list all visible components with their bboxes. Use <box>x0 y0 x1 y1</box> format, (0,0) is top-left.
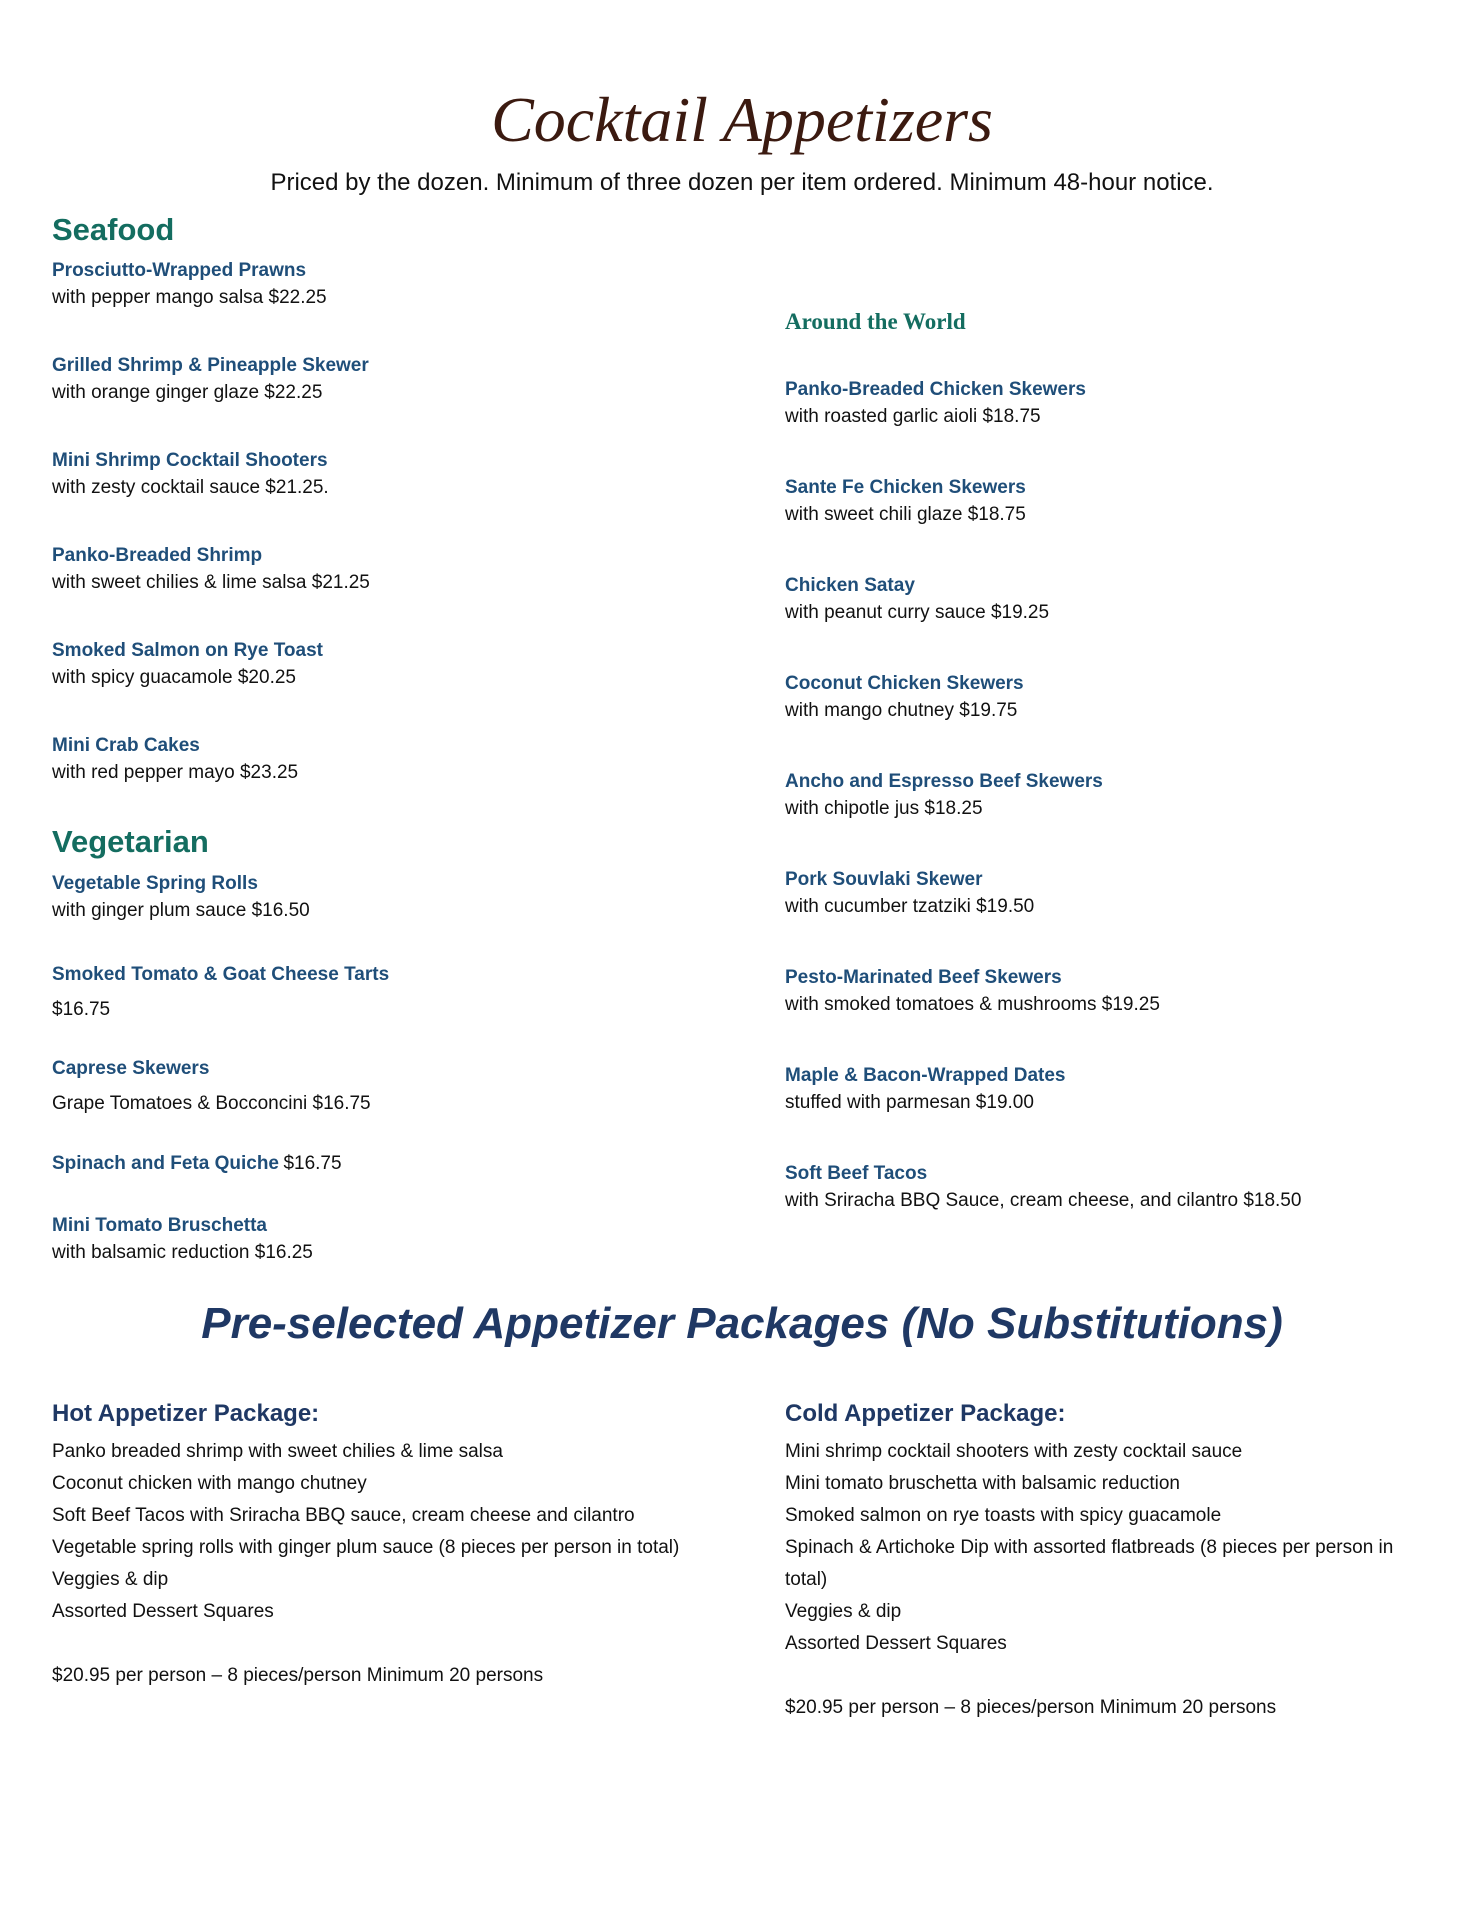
menu-item <box>785 475 1445 528</box>
item-desc: with mango chutney $19.75 <box>785 700 1018 721</box>
item-desc: with ginger plum sauce $16.50 <box>52 900 310 921</box>
item-name: Vegetable Spring Rolls <box>52 873 258 894</box>
hot-package-heading: Hot Appetizer Package: <box>52 1400 320 1427</box>
item-name: Sante Fe Chicken Skewers <box>785 477 1026 498</box>
item-name: Spinach and Feta Quiche <box>52 1153 279 1174</box>
item-desc: with cucumber tzatziki $19.50 <box>785 896 1035 917</box>
item-desc: stuffed with parmesan $19.00 <box>785 1092 1034 1113</box>
package-line: Smoked salmon on rye toasts with spicy guacamole <box>785 1505 1222 1526</box>
item-name: Panko-Breaded Shrimp <box>52 545 263 566</box>
package-line: Vegetable spring rolls with ginger plum sauce (8 pieces per person in total) <box>52 1537 680 1558</box>
page-title: Cocktail Appetizers <box>491 84 993 155</box>
menu-item <box>52 258 712 311</box>
menu-item <box>785 573 1445 626</box>
package-line: Soft Beef Tacos with Sriracha BBQ sauce, cream cheese and cilantro <box>52 1505 635 1526</box>
item-desc: with roasted garlic aioli $18.75 <box>785 406 1041 427</box>
cold-package-heading: Cold Appetizer Package: <box>785 1400 1066 1427</box>
item-name: Mini Shrimp Cocktail Shooters <box>52 450 328 471</box>
item-name: Mini Crab Cakes <box>52 735 200 756</box>
item-desc: with Sriracha BBQ Sauce, cream cheese, and cilantro $18.50 <box>785 1190 1302 1211</box>
menu-item <box>785 1161 1445 1214</box>
menu-item <box>785 377 1445 430</box>
world-heading: Around the World <box>785 309 966 334</box>
item-name: Pesto-Marinated Beef Skewers <box>785 967 1062 988</box>
item-desc: with smoked tomatoes & mushrooms $19.25 <box>785 994 1160 1015</box>
item-name: Pork Souvlaki Skewer <box>785 869 983 890</box>
item-name: Coconut Chicken Skewers <box>785 673 1024 694</box>
menu-item <box>52 871 712 924</box>
package-line: Mini shrimp cocktail shooters with zesty cocktail sauce <box>785 1441 1243 1462</box>
menu-item <box>52 448 712 501</box>
item-name: Prosciutto-Wrapped Prawns <box>52 260 307 281</box>
item-desc: $16.75 <box>52 999 111 1020</box>
menu-item <box>785 1063 1445 1116</box>
item-desc: with zesty cocktail sauce $21.25. <box>52 477 329 498</box>
package-line: Veggies & dip <box>52 1569 169 1590</box>
item-name: Soft Beef Tacos <box>785 1163 928 1184</box>
menu-item <box>52 353 712 406</box>
package-line: Mini tomato bruschetta with balsamic reduction <box>785 1473 1180 1494</box>
package-line: Assorted Dessert Squares <box>52 1601 274 1622</box>
item-desc: $16.75 <box>283 1153 342 1174</box>
item-desc: with orange ginger glaze $22.25 <box>52 382 323 403</box>
menu-item <box>52 1150 712 1177</box>
item-desc: with peanut curry sauce $19.25 <box>785 602 1050 623</box>
item-desc: with sweet chilies & lime salsa $21.25 <box>52 572 370 593</box>
item-name: Grilled Shrimp & Pineapple Skewer <box>52 355 369 376</box>
package-line: Veggies & dip <box>785 1601 902 1622</box>
item-desc: with chipotle jus $18.25 <box>785 798 983 819</box>
cold-package <box>785 1398 1425 1724</box>
packages-title: Pre-selected Appetizer Packages (No Substitutions) <box>201 1299 1283 1348</box>
item-desc: with spicy guacamole $20.25 <box>52 667 296 688</box>
item-name: Chicken Satay <box>785 575 915 596</box>
menu-item <box>785 769 1445 822</box>
package-line: Panko breaded shrimp with sweet chilies & lime salsa <box>52 1441 503 1462</box>
item-name: Ancho and Espresso Beef Skewers <box>785 771 1103 792</box>
item-desc: Grape Tomatoes & Bocconcini $16.75 <box>52 1093 371 1114</box>
seafood-heading: Seafood <box>52 212 175 247</box>
item-name: Caprese Skewers <box>52 1058 210 1079</box>
item-desc: with red pepper mayo $23.25 <box>52 762 299 783</box>
package-price: $20.95 per person – 8 pieces/person Minimum 20 persons <box>52 1665 544 1686</box>
menu-item <box>785 965 1445 1018</box>
menu-item <box>785 671 1445 724</box>
page-subtitle: Priced by the dozen. Minimum of three dozen per item ordered. Minimum 48-hour notice. <box>270 169 1214 196</box>
item-name: Mini Tomato Bruschetta <box>52 1215 267 1236</box>
menu-item <box>52 733 712 786</box>
item-desc: with sweet chili glaze $18.75 <box>785 504 1026 525</box>
item-name: Maple & Bacon-Wrapped Dates <box>785 1065 1066 1086</box>
item-name: Smoked Tomato & Goat Cheese Tarts <box>52 964 390 985</box>
item-desc: with pepper mango salsa $22.25 <box>52 287 327 308</box>
menu-item <box>52 1056 712 1117</box>
item-name: Smoked Salmon on Rye Toast <box>52 640 323 661</box>
menu-item <box>785 867 1445 920</box>
package-price: $20.95 per person – 8 pieces/person Minimum 20 persons <box>785 1697 1277 1718</box>
package-line: Assorted Dessert Squares <box>785 1633 1007 1654</box>
package-line: Coconut chicken with mango chutney <box>52 1473 367 1494</box>
item-name: Panko-Breaded Chicken Skewers <box>785 379 1086 400</box>
hot-package <box>52 1398 692 1692</box>
item-desc: with balsamic reduction $16.25 <box>52 1242 313 1263</box>
menu-item <box>52 962 712 1023</box>
vegetarian-heading: Vegetarian <box>52 824 209 859</box>
menu-item <box>52 543 712 596</box>
package-line: Spinach & Artichoke Dip with assorted flatbreads (8 pieces per person in total) <box>785 1537 1394 1590</box>
menu-item <box>52 638 712 691</box>
menu-item <box>52 1213 712 1266</box>
